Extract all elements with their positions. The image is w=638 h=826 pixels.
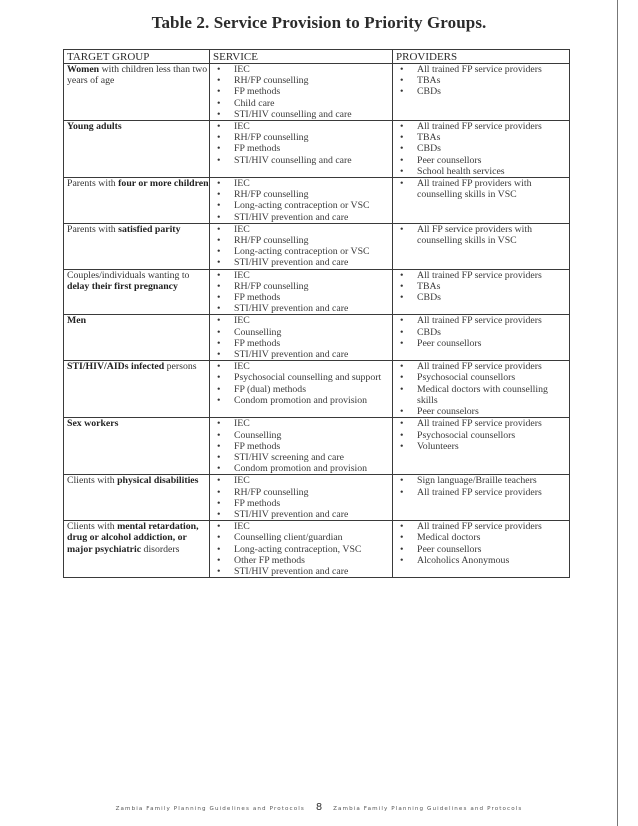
- providers-cell-list: [396, 475, 569, 497]
- table-row: [64, 64, 570, 121]
- service-item: • Long-acting contraception or VSC: [213, 200, 392, 211]
- target-group-bold-text: delay their first pregnancy: [67, 280, 178, 292]
- service-item: • IEC: [213, 224, 392, 235]
- table-row: [64, 121, 570, 178]
- service-item: • RH/FP counselling: [213, 487, 392, 498]
- target-group-cell: [64, 223, 210, 269]
- table-header-row: [64, 50, 570, 64]
- providers-cell: [393, 64, 570, 121]
- target-group-pre-text: Clients with: [67, 475, 118, 487]
- service-item: • FP methods: [213, 143, 392, 154]
- service-item: • Counselling client/guardian: [213, 532, 392, 543]
- providers-cell-list: [396, 270, 569, 304]
- target-group-bold-text: satisfied parity: [118, 223, 181, 235]
- providers-cell-list: [396, 121, 569, 177]
- providers-cell: [393, 475, 570, 521]
- providers-cell: [393, 361, 570, 418]
- providers-cell-list: [396, 315, 569, 349]
- providers-cell: [393, 521, 570, 578]
- service-cell-list: [213, 224, 392, 269]
- table-row: [64, 178, 570, 224]
- table-row: [64, 475, 570, 521]
- page-footer: [0, 802, 638, 813]
- service-item: • STI/HIV prevention and care: [213, 509, 392, 520]
- service-cell: [210, 178, 393, 224]
- service-item: • FP methods: [213, 498, 392, 509]
- target-group-cell: [64, 178, 210, 224]
- service-item: • STI/HIV prevention and care: [213, 212, 392, 223]
- target-group-cell: [64, 361, 210, 418]
- service-cell: [210, 361, 393, 418]
- service-item: • FP methods: [213, 441, 392, 452]
- target-group-pre-text: Clients with: [67, 521, 118, 533]
- service-cell-list: [213, 178, 392, 223]
- service-item: • IEC: [213, 418, 392, 429]
- provider-item: • All trained FP service providers: [396, 64, 569, 75]
- table-row: [64, 418, 570, 475]
- provider-item: • Peer counselors: [396, 406, 569, 417]
- provider-item: • All trained FP service providers: [396, 521, 569, 532]
- service-cell: [210, 418, 393, 475]
- target-group-cell: [64, 64, 210, 121]
- provider-item: • All trained FP service providers: [396, 418, 569, 429]
- provider-item: • TBAs: [396, 75, 569, 86]
- service-item: • RH/FP counselling: [213, 235, 392, 246]
- provider-item: • TBAs: [396, 281, 569, 292]
- service-cell-list: [213, 418, 392, 474]
- providers-cell: [393, 178, 570, 224]
- provider-item: • All trained FP service providers: [396, 361, 569, 372]
- service-item: • STI/HIV prevention and care: [213, 566, 392, 577]
- service-cell: [210, 475, 393, 521]
- provider-item: • School health services: [396, 166, 569, 177]
- provider-item: • All trained FP service providers: [396, 270, 569, 281]
- service-item: • IEC: [213, 361, 392, 372]
- service-item: • IEC: [213, 315, 392, 326]
- target-group-bold-text: Women: [67, 64, 100, 75]
- provider-item: • Peer counsellors: [396, 338, 569, 349]
- table-row: [64, 315, 570, 361]
- footer-left-text: Zambia Family Planning Guidelines and Protocols: [115, 806, 305, 812]
- provider-item: • Volunteers: [396, 441, 569, 452]
- service-item: • IEC: [213, 121, 392, 132]
- target-group-cell: [64, 475, 210, 521]
- provider-item: • CBDs: [396, 86, 569, 97]
- target-group-post-text: with children less than two years of age: [67, 64, 208, 87]
- table-row: [64, 361, 570, 418]
- table-row: [64, 223, 570, 269]
- provider-item: • All trained FP service providers: [396, 487, 569, 498]
- service-item: • Condom promotion and provision: [213, 463, 392, 474]
- provider-item: • Peer counsellors: [396, 155, 569, 166]
- page-number: 8: [315, 802, 323, 813]
- target-group-bold-text: mental retardation, drug or alcohol addiction, or major psychiatric: [67, 521, 199, 555]
- service-cell: [210, 315, 393, 361]
- target-group-bold-text: physical disabilities: [117, 475, 199, 487]
- providers-cell-list: [396, 521, 569, 566]
- provider-item: • Medical doctors: [396, 532, 569, 543]
- service-item: • FP methods: [213, 86, 392, 97]
- provider-item: • Sign language/Braille teachers: [396, 475, 569, 486]
- service-item: • RH/FP counselling: [213, 281, 392, 292]
- footer-right-text: Zambia Family Planning Guidelines and Protocols: [333, 806, 523, 812]
- provider-item: • CBDs: [396, 143, 569, 154]
- service-item: • Counselling: [213, 327, 392, 338]
- service-cell: [210, 521, 393, 578]
- service-cell-list: [213, 315, 392, 360]
- provider-item: • Psychosocial counsellors: [396, 430, 569, 441]
- service-item: • STI/HIV counselling and care: [213, 155, 392, 166]
- providers-cell-list: [396, 224, 569, 246]
- providers-cell-list: [396, 178, 569, 200]
- target-group-cell: [64, 521, 210, 578]
- service-cell-list: [213, 64, 392, 120]
- target-group-post-text: disorders: [141, 543, 180, 555]
- service-cell-list: [213, 475, 392, 520]
- target-group-pre-text: Parents with: [67, 178, 119, 190]
- col-header-target-group: TARGET GROUP: [64, 50, 210, 64]
- target-group-cell: [64, 121, 210, 178]
- service-item: • FP methods: [213, 338, 392, 349]
- service-cell: [210, 269, 393, 315]
- provider-item: • All trained FP service providers: [396, 315, 569, 326]
- target-group-cell: [64, 315, 210, 361]
- service-cell-list: [213, 521, 392, 577]
- target-group-bold-text: Sex workers: [67, 418, 119, 430]
- providers-cell: [393, 315, 570, 361]
- service-item: • RH/FP counselling: [213, 189, 392, 200]
- service-item: • RH/FP counselling: [213, 132, 392, 143]
- service-item: • Counselling: [213, 430, 392, 441]
- service-item: • STI/HIV prevention and care: [213, 349, 392, 360]
- service-item: • Long-acting contraception, VSC: [213, 544, 392, 555]
- service-item: • Condom promotion and provision: [213, 395, 392, 406]
- service-item: • FP methods: [213, 292, 392, 303]
- providers-cell: [393, 121, 570, 178]
- provider-item: • All FP service providers with counselling skills in VSC: [396, 224, 569, 246]
- service-cell: [210, 121, 393, 178]
- target-group-cell: [64, 418, 210, 475]
- table-row: [64, 521, 570, 578]
- provider-item: • Medical doctors with counselling skills: [396, 384, 569, 406]
- service-item: • Other FP methods: [213, 555, 392, 566]
- provider-item: • CBDs: [396, 292, 569, 303]
- service-item: • Psychosocial counselling and support: [213, 372, 392, 383]
- target-group-bold-text: STI/HIV/AIDs infected: [67, 361, 165, 373]
- provider-item: • Peer counsellors: [396, 544, 569, 555]
- col-header-service: SERVICE: [210, 50, 393, 64]
- service-item: • IEC: [213, 475, 392, 486]
- target-group-pre-text: Couples/individuals wanting to: [67, 269, 190, 281]
- service-item: • STI/HIV counselling and care: [213, 109, 392, 120]
- service-item: • IEC: [213, 521, 392, 532]
- provider-item: • CBDs: [396, 327, 569, 338]
- service-item: • STI/HIV prevention and care: [213, 257, 392, 268]
- target-group-cell: [64, 269, 210, 315]
- providers-cell: [393, 223, 570, 269]
- target-group-bold-text: Men: [67, 315, 87, 327]
- service-provision-table: [63, 49, 570, 578]
- service-item: • STI/HIV screening and care: [213, 452, 392, 463]
- page-edge-rule: [617, 0, 618, 826]
- service-item: • Long-acting contraception or VSC: [213, 246, 392, 257]
- service-cell: [210, 223, 393, 269]
- provider-item: • All trained FP providers with counselling skills in VSC: [396, 178, 569, 200]
- service-item: • RH/FP counselling: [213, 75, 392, 86]
- table-row: [64, 269, 570, 315]
- service-cell-list: [213, 361, 392, 406]
- target-group-bold-text: four or more children: [118, 178, 209, 190]
- service-item: • IEC: [213, 178, 392, 189]
- provider-item: • Psychosocial counsellors: [396, 372, 569, 383]
- providers-cell: [393, 269, 570, 315]
- provider-item: • TBAs: [396, 132, 569, 143]
- service-item: • FP (dual) methods: [213, 384, 392, 395]
- providers-cell-list: [396, 418, 569, 452]
- target-group-post-text: persons: [164, 361, 197, 373]
- col-header-providers: PROVIDERS: [393, 50, 570, 64]
- provider-item: • Alcoholics Anonymous: [396, 555, 569, 566]
- service-cell-list: [213, 121, 392, 166]
- page-title: Table 2. Service Provision to Priority Groups.: [151, 13, 487, 32]
- providers-cell: [393, 418, 570, 475]
- service-cell: [210, 64, 393, 121]
- service-item: • STI/HIV prevention and care: [213, 303, 392, 314]
- providers-cell-list: [396, 64, 569, 98]
- service-item: • IEC: [213, 64, 392, 75]
- service-item: • IEC: [213, 270, 392, 281]
- providers-cell-list: [396, 361, 569, 417]
- target-group-pre-text: Parents with: [67, 223, 119, 235]
- service-item: • Child care: [213, 98, 392, 109]
- service-cell-list: [213, 270, 392, 315]
- target-group-bold-text: Young adults: [67, 121, 122, 133]
- provider-item: • All trained FP service providers: [396, 121, 569, 132]
